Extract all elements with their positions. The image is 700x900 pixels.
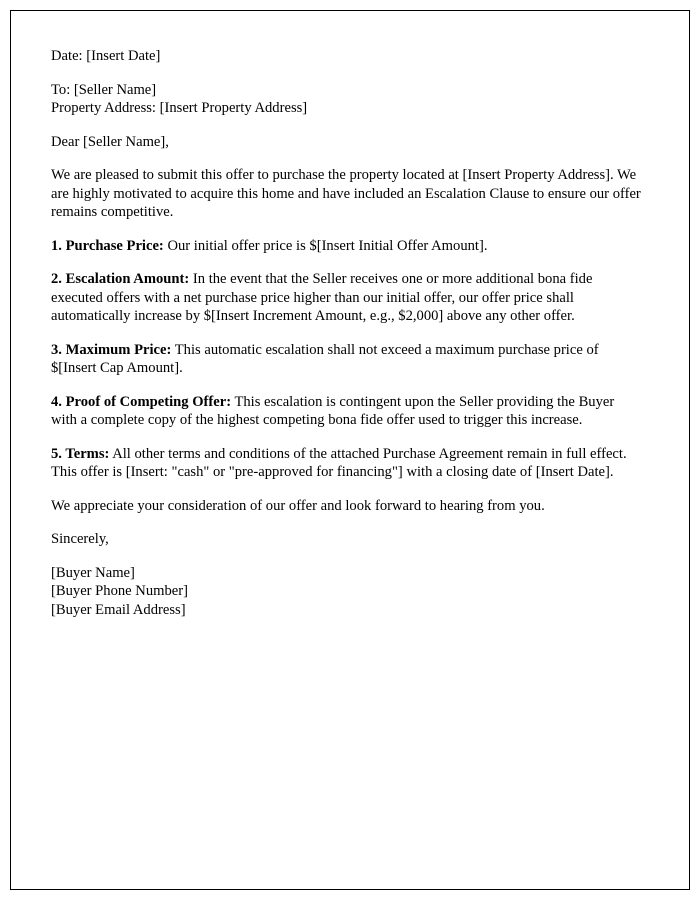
clause-terms xyxy=(51,445,641,482)
signoff: Sincerely, xyxy=(51,531,109,547)
clause-purchase-price-label: 1. Purchase Price: xyxy=(51,237,164,254)
to-line: To: [Seller Name] xyxy=(51,81,157,98)
closing-paragraph: We appreciate your consideration of our offer and look forward to hearing from you. xyxy=(51,497,545,514)
clause-maximum-price-text: This automatic escalation shall not exceed a maximum purchase price of $[Insert Cap Amount]. xyxy=(51,341,599,376)
salutation: Dear [Seller Name], xyxy=(51,133,169,150)
clause-escalation-amount xyxy=(51,270,641,326)
buyer-name-line: [Buyer Name] xyxy=(51,564,135,581)
clause-proof-of-competing-offer-label: 4. Proof of Competing Offer: xyxy=(51,393,232,410)
clause-maximum-price-label: 3. Maximum Price: xyxy=(51,341,172,358)
clause-escalation-amount-label: 2. Escalation Amount: xyxy=(51,271,190,287)
letter-page xyxy=(10,10,690,890)
buyer-email-line: [Buyer Email Address] xyxy=(51,601,186,618)
recipient-block xyxy=(51,81,641,118)
intro-paragraph: We are pleased to submit this offer to purchase the property located at [Insert Property Address]. We are highly motivated to acquire this home and have included an Escalation Clause to ensure our offer remains competitive. xyxy=(51,167,641,220)
signature-block xyxy=(51,564,641,620)
buyer-phone-line: [Buyer Phone Number] xyxy=(51,583,188,599)
clause-terms-label: 5. Terms: xyxy=(51,445,110,462)
clause-proof-of-competing-offer xyxy=(51,393,641,430)
clause-escalation-amount-text: In the event that the Seller receives one or more additional bona fide executed offers with a net purchase price higher than our initial offer, our offer price shall automatically increase by $[Insert Increment Amount, e.g., $2,000] above any other offer. xyxy=(51,271,593,324)
clause-purchase-price xyxy=(51,237,641,256)
clause-proof-of-competing-offer-text: This escalation is contingent upon the Seller providing the Buyer with a complete copy of the highest competing bona fide offer used to trigger this increase. xyxy=(51,393,615,428)
clause-purchase-price-text: Our initial offer price is $[Insert Initial Offer Amount]. xyxy=(163,237,488,254)
clause-maximum-price xyxy=(51,341,641,378)
clause-terms-text: All other terms and conditions of the attached Purchase Agreement remain in full effect. This offer is [Insert: "cash" or "pre-approved for financing"] with a closing date of [Insert Date]. xyxy=(51,445,627,480)
date-line: Date: [Insert Date] xyxy=(51,48,161,64)
property-address-line: Property Address: [Insert Property Address] xyxy=(51,100,308,116)
